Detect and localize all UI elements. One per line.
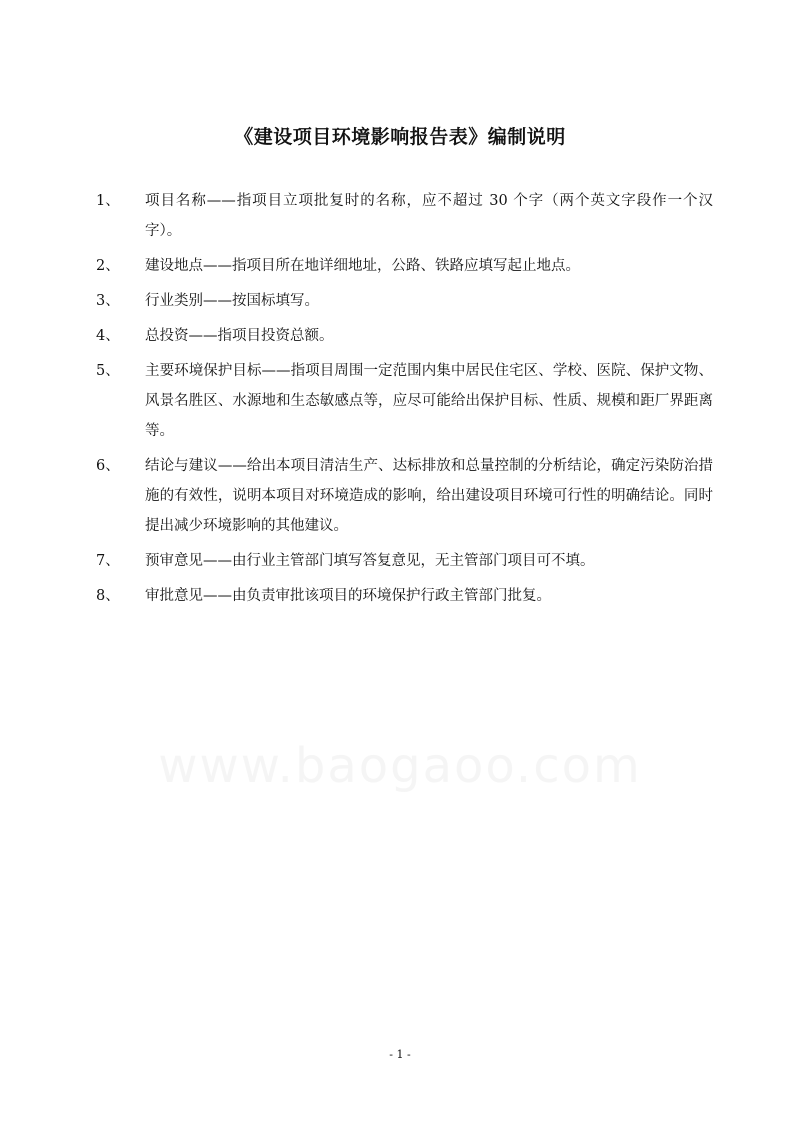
watermark: www.baogaoo.com [158, 738, 642, 794]
item-number: 2、 [96, 258, 120, 274]
item-text: 建设地点——指项目所在地详细地址，公路、铁路应填写起止地点。 [145, 258, 580, 274]
list-item [0, 186, 800, 246]
page-number: - 1 - [389, 1048, 411, 1061]
item-text: 结论与建议——给出本项目清洁生产、达标排放和总量控制的分析结论，确定污染防治措施的有效性，说明本项目对环境造成的影响，给出建设项目环境可行性的明确结论。同时提出减少环境影响的其他建议。 [145, 458, 713, 534]
item-text: 项目名称——指项目立项批复时的名称，应不超过 30 个字（两个英文字段作一个汉字）。 [145, 193, 713, 239]
item-text: 预审意见——由行业主管部门填写答复意见，无主管部门项目可不填。 [145, 553, 595, 569]
item-number: 7、 [96, 553, 120, 569]
item-text: 主要环境保护目标——指项目周围一定范围内集中居民住宅区、学校、医院、保护文物、风景名胜区、水源地和生态敏感点等，应尽可能给出保护目标、性质、规模和距厂界距离等。 [145, 363, 713, 439]
list-item [0, 451, 800, 541]
list-item [0, 321, 800, 351]
list-item [0, 581, 800, 611]
item-text: 行业类别——按国标填写。 [145, 293, 319, 309]
item-text: 审批意见——由负责审批该项目的环境保护行政主管部门批复。 [145, 588, 551, 604]
item-number: 1、 [96, 193, 120, 209]
instruction-list [0, 186, 800, 616]
item-number: 4、 [96, 328, 120, 344]
item-number: 3、 [96, 293, 120, 309]
list-item [0, 251, 800, 281]
document-title: 《建设项目环境影响报告表》编制说明 [234, 126, 566, 148]
list-item [0, 356, 800, 446]
item-number: 5、 [96, 363, 120, 379]
list-item [0, 546, 800, 576]
list-item [0, 286, 800, 316]
item-number: 6、 [96, 458, 120, 474]
item-text: 总投资——指项目投资总额。 [145, 328, 334, 344]
item-number: 8、 [96, 588, 120, 604]
